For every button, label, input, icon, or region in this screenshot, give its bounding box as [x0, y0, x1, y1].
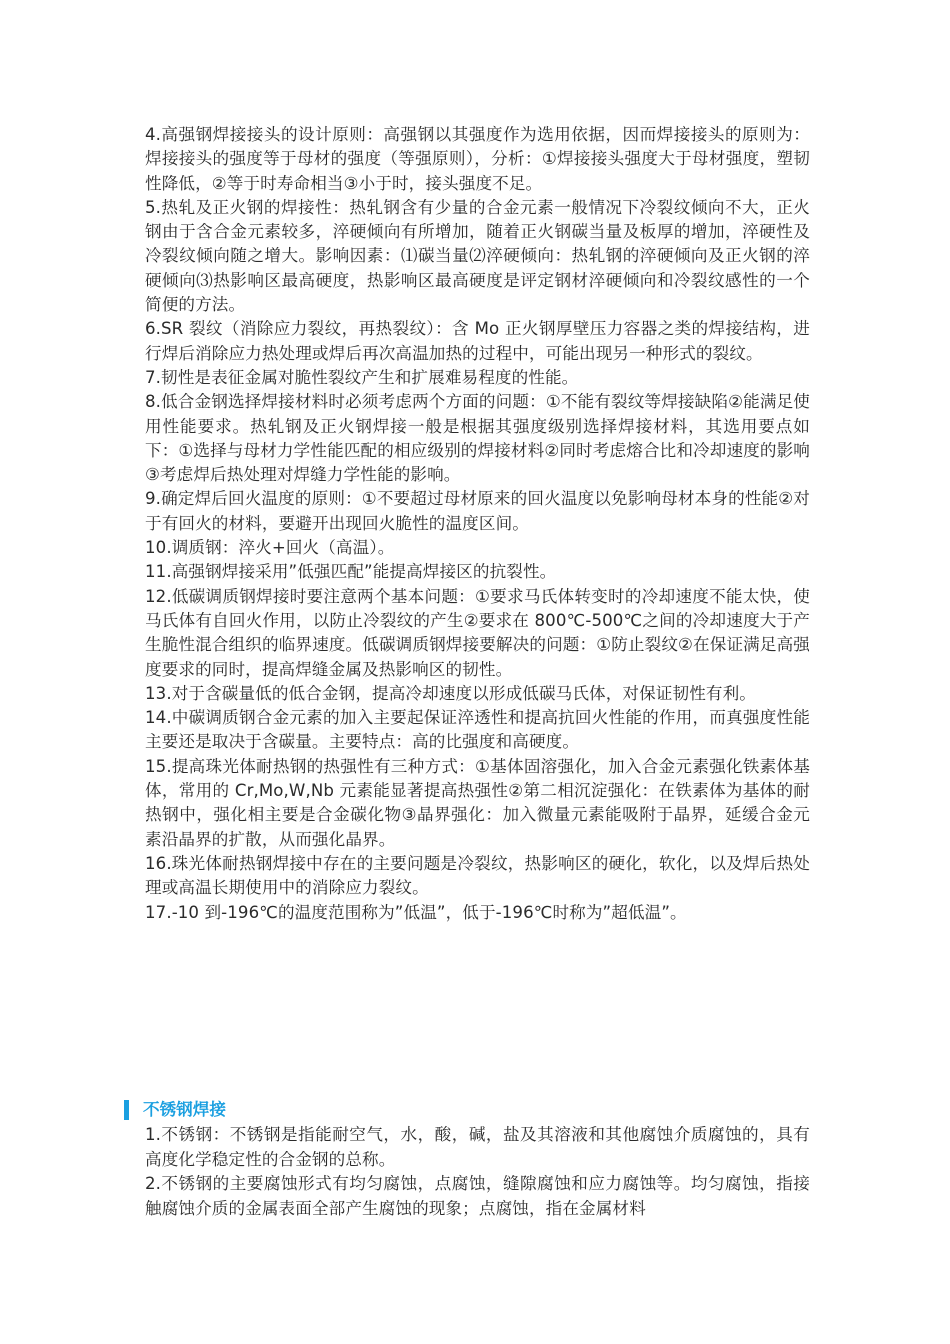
paragraph-14: 14.中碳调质钢合金元素的加入主要起保证淬透性和提高抗回火性能的作用，而真强度性能主要还是取决于含碳量。主要特点：高的比强度和高硬度。 — [145, 708, 810, 752]
section-heading — [124, 1099, 814, 1121]
stainless-steel-section — [124, 1099, 814, 1221]
paragraph-6: 6.SR 裂纹（消除应力裂纹，再热裂纹）：含 Mo 正火钢厚壁压力容器之类的焊接结构，进行焊后消除应力热处理或焊后再次高温加热的过程中，可能出现另一种形式的裂纹。 — [145, 319, 810, 363]
paragraph-9: 9.确定焊后回火温度的原则：①不要超过母材原来的回火温度以免影响母材本身的性能②对于有回火的材料，要避开出现回火脆性的温度区间。 — [145, 489, 810, 533]
paragraph-10: 10.调质钢：淬火+回火（高温）。 — [145, 538, 395, 558]
paragraph-15: 15.提高珠光体耐热钢的热强性有三种方式：①基体固溶强化，加入合金元素强化铁素体基体，常用的 Cr,Mo,W,Nb 元素能显著提高热强性②第二相沉淀强化：在铁素体为基体的耐热钢中，强化相主要是合金碳化物③晶界强化：加入微量元素能吸附于晶界，延缓合金元素沿晶界的扩散，从而强化晶界。 — [145, 756, 810, 849]
section-paragraph-1: 1.不锈钢：不锈钢是指能耐空气，水，酸，碱，盐及其溶液和其他腐蚀介质腐蚀的，具有高度化学稳定性的合金钢的总称。 — [145, 1125, 810, 1169]
paragraph-16: 16.珠光体耐热钢焊接中存在的主要问题是冷裂纹，热影响区的硬化，软化，以及焊后热处理或高温长期使用中的消除应力裂纹。 — [145, 853, 810, 898]
paragraph-12: 12.低碳调质钢焊接时要注意两个基本问题：①要求马氏体转变时的冷却速度不能太快，使马氏体有自回火作用，以防止冷裂纹的产生②要求在 800℃-500℃之间的冷却速度大于产生脆性混合组织的临界速度。低碳调质钢焊接要解决的问题：①防止裂纹②在保证满足高强度要求的同时，提高焊缝金属及热影响区的韧性。 — [145, 586, 810, 679]
paragraph-7: 7.韧性是表征金属对脆性裂纹产生和扩展难易程度的性能。 — [145, 367, 579, 387]
paragraph-5: 5.热轧及正火钢的焊接性：热轧钢含有少量的合金元素一般情况下冷裂纹倾向不大，正火钢由于含合金元素较多，淬硬倾向有所增加，随着正火钢碳当量及板厚的增加，淬硬性及冷裂纹倾向随之增大。影响因素：⑴碳当量⑵淬硬倾向：热轧钢的淬硬倾向及正火钢的淬硬倾向⑶热影响区最高硬度，热影响区最高硬度是评定钢材淬硬倾向和冷裂纹感性的一个简便的方法。 — [145, 197, 810, 315]
paragraph-4: 4.高强钢焊接接头的设计原则：高强钢以其强度作为选用依据，因而焊接接头的原则为：焊接接头的强度等于母材的强度（等强原则），分析：①焊接接头强度大于母材强度，塑韧性降低，②等于时寿命相当③小于时，接头强度不足。 — [145, 125, 810, 193]
heading-accent-bar — [124, 1100, 129, 1120]
paragraph-17: 17.-10 到-196℃的温度范围称为”低温”，低于-196℃时称为”超低温”。 — [145, 902, 687, 922]
section-body — [124, 1123, 810, 1221]
paragraph-8: 8.低合金钢选择焊接材料时必须考虑两个方面的问题：①不能有裂纹等焊接缺陷②能满足使用性能要求。热轧钢及正火钢焊接一般是根据其强度级别选择焊接材料，其选用要点如下：①选择与母材力学性能匹配的相应级别的焊接材料②同时考虑熔合比和冷却速度的影响③考虑焊后热处理对焊缝力学性能的影响。 — [145, 392, 810, 485]
paragraph-11: 11.高强钢焊接采用”低强匹配”能提高焊接区的抗裂性。 — [145, 562, 557, 582]
section-paragraph-2: 2.不锈钢的主要腐蚀形式有均匀腐蚀，点腐蚀，缝隙腐蚀和应力腐蚀等。均匀腐蚀，指接触腐蚀介质的金属表面全部产生腐蚀的现象；点腐蚀，指在金属材料 — [145, 1174, 810, 1218]
section-title: 不锈钢焊接 — [143, 1100, 226, 1119]
main-text-block — [145, 123, 810, 925]
paragraph-13: 13.对于含碳量低的低合金钢，提高冷却速度以形成低碳马氏体，对保证韧性有利。 — [145, 683, 756, 703]
